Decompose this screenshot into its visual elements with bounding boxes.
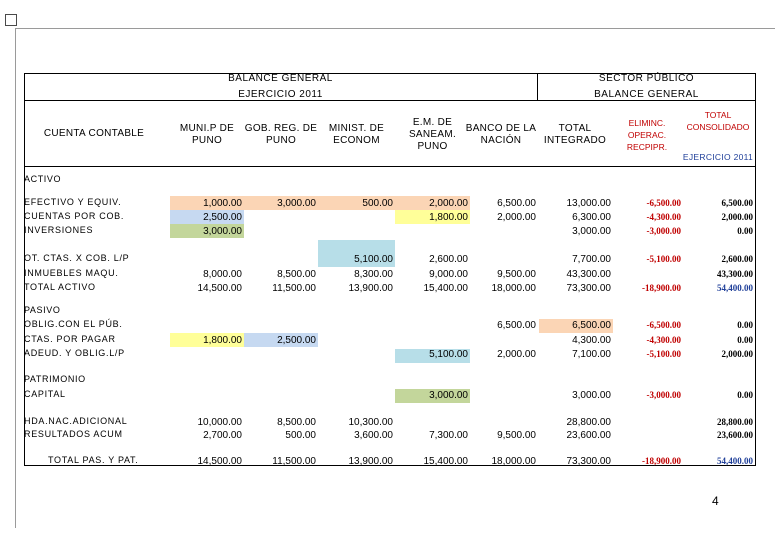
col-header-line: PUNO [265, 135, 297, 146]
cell-consol: 54,400.00 [717, 456, 753, 466]
row-label: ADEUD. Y OBLIG.L/P [24, 348, 125, 358]
cell-em: 15,400.00 [423, 283, 468, 294]
cell-gob: 11,500.00 [272, 283, 316, 294]
cell-minist: 13,900.00 [348, 456, 393, 467]
cell-total: 7,100.00 [572, 349, 611, 360]
col-header-munip [170, 123, 244, 147]
col-header-total [539, 123, 611, 147]
cell-gob [244, 253, 318, 266]
section-patrimonio: PATRIMONIO [24, 374, 86, 384]
cell-consol: 54,400.00 [717, 283, 753, 293]
grid-line [24, 100, 756, 101]
row-label: CAPITAL [24, 389, 66, 399]
col-header-line: INTEGRADO [543, 135, 607, 146]
cell-banco: 18,000.00 [491, 456, 536, 467]
cell-minist [318, 211, 395, 224]
row-label: EFECTIVO Y EQUIV. [24, 197, 122, 207]
cell-gob [244, 389, 318, 402]
cell-munip: 14,500.00 [197, 456, 242, 467]
cell-consol: 2,600.00 [721, 254, 753, 264]
cell-munip: 2,500.00 [203, 212, 242, 223]
section-pasivo: PASIVO [24, 305, 61, 315]
row-label: CTAS. POR PAGAR [24, 334, 116, 344]
cell-munip [170, 389, 244, 402]
cell-banco: 18,000.00 [491, 283, 536, 294]
cell-elim [613, 416, 683, 429]
cell-gob: 500.00 [285, 430, 316, 441]
cell-banco: 9,500.00 [497, 269, 536, 280]
cell-total: 73,300.00 [566, 456, 611, 467]
frame-left-line [15, 28, 16, 528]
cell-banco: 9,500.00 [497, 430, 536, 441]
cell-minist [318, 319, 395, 332]
cell-banco: 2,000.00 [497, 212, 536, 223]
cell-elim: -5,100.00 [646, 254, 681, 264]
cell-consol: 6,500.00 [721, 198, 753, 208]
cell-total: 3,000.00 [572, 390, 611, 401]
col-header-banco [464, 123, 538, 147]
cell-minist: 13,900.00 [348, 283, 393, 294]
col-header-line: CONSOLIDADO [686, 122, 750, 132]
col-header-line: BANCO DE LA [465, 123, 537, 134]
grid-line [24, 166, 756, 167]
cell-em: 2,600.00 [429, 254, 468, 265]
col-header-line: E.M. DE [412, 117, 453, 128]
cell-banco [464, 334, 538, 347]
cell-consol: 28,800.00 [717, 417, 753, 427]
cell-minist [318, 389, 395, 402]
cell-em [395, 416, 470, 429]
cell-minist: 5,100.00 [354, 254, 393, 265]
col-header-line: ELIMINC. [628, 118, 666, 128]
cell-consol: 0.00 [737, 390, 753, 400]
page-number: 4 [712, 494, 719, 508]
cell-em: 1,800.00 [429, 212, 468, 223]
cell-banco: 6,500.00 [497, 320, 536, 331]
cell-gob [244, 348, 318, 361]
col-header-cuenta: CUENTA CONTABLE [43, 128, 145, 139]
col-header-line: RECPIPR. [626, 142, 668, 152]
cell-minist: 3,600.00 [354, 430, 393, 441]
cell-minist [318, 334, 395, 347]
row-label: INVERSIONES [24, 225, 94, 235]
grid-line [755, 73, 756, 466]
cell-total: 6,500.00 [572, 320, 611, 331]
cell-total: 23,600.00 [566, 430, 611, 441]
cell-elim [613, 268, 683, 281]
cell-elim: -4,300.00 [646, 212, 681, 222]
cell-banco: 2,000.00 [497, 349, 536, 360]
cell-elim: -3,000.00 [646, 390, 681, 400]
col-header-line: MINIST. DE [328, 123, 385, 134]
cell-munip: 8,000.00 [203, 269, 242, 280]
cell-consol: 23,600.00 [717, 430, 753, 440]
col-header-line: NACIÓN [480, 135, 522, 146]
cell-total: 4,300.00 [572, 335, 611, 346]
cell-gob: 8,500.00 [277, 269, 316, 280]
title-right-1: SECTOR PÚBLICO [598, 73, 695, 84]
cell-em [395, 225, 470, 238]
cell-total: 3,000.00 [572, 226, 611, 237]
col-header-line: TOTAL [704, 110, 732, 120]
cell-banco [464, 253, 538, 266]
col-header-consol-year: EJERCICIO 2011 [682, 152, 754, 162]
cell-munip: 2,700.00 [203, 430, 242, 441]
cell-consol: 2,000.00 [721, 349, 753, 359]
cell-gob: 8,500.00 [277, 417, 316, 428]
cell-minist: 500.00 [362, 198, 393, 209]
cell-munip [170, 319, 244, 332]
col-header-line: TOTAL [558, 123, 592, 134]
cell-minist [318, 348, 395, 361]
col-header-line: OPERAC. [627, 130, 667, 140]
frame-corner-box [5, 14, 17, 26]
cell-gob: 3,000.00 [277, 198, 316, 209]
cell-em: 2,000.00 [429, 198, 468, 209]
cell-elim: -4,300.00 [646, 335, 681, 345]
cell-total: 13,000.00 [566, 198, 611, 209]
cell-banco: 6,500.00 [497, 198, 536, 209]
cell-consol: 0.00 [737, 226, 753, 236]
cell-munip: 1,800.00 [203, 335, 242, 346]
cell-em [395, 334, 470, 347]
title-left-1: BALANCE GENERAL [228, 73, 333, 84]
cell-em: 5,100.00 [429, 349, 468, 360]
cell-em: 3,000.00 [429, 390, 468, 401]
cell-total: 43,300.00 [566, 269, 611, 280]
cell-elim: -3,000.00 [646, 226, 681, 236]
cell-gob [244, 225, 318, 238]
row-label: OT. CTAS. X COB. L/P [24, 253, 130, 263]
cell-banco [464, 225, 538, 238]
cell-gob: 11,500.00 [272, 456, 316, 467]
col-header-line: GOB. REG. DE [244, 123, 318, 134]
cell-munip [170, 348, 244, 361]
cell-elim: -5,100.00 [646, 349, 681, 359]
cell-elim: -6,500.00 [646, 198, 681, 208]
cell-munip: 10,000.00 [197, 417, 242, 428]
cell-elim: -18,900.00 [642, 456, 681, 466]
col-header-line: PUNO [191, 135, 223, 146]
cell-em [395, 319, 470, 332]
cell-munip [170, 253, 244, 266]
cell-gob [244, 319, 318, 332]
col-header-line: MUNI.P DE [179, 123, 235, 134]
col-header-gob [244, 123, 318, 147]
cell-munip: 1,000.00 [203, 198, 242, 209]
col-header-consol [681, 109, 755, 133]
cell-munip: 3,000.00 [203, 226, 242, 237]
section-activo: ACTIVO [24, 174, 62, 184]
title-left-2: EJERCICIO 2011 [238, 89, 323, 100]
cell-banco [464, 389, 538, 402]
cell-minist: 8,300.00 [354, 269, 393, 280]
cell-consol: 0.00 [737, 335, 753, 345]
cell-em: 9,000.00 [429, 269, 468, 280]
cell-consol: 2,000.00 [721, 212, 753, 222]
cell-elim [613, 429, 683, 442]
cell-elim: -18,900.00 [642, 283, 681, 293]
row-label: TOTAL ACTIVO [24, 282, 96, 292]
cell-banco [464, 416, 538, 429]
cell-consol: 0.00 [737, 320, 753, 330]
col-header-em [395, 117, 470, 153]
cell-total: 6,300.00 [572, 212, 611, 223]
cell-em: 7,300.00 [429, 430, 468, 441]
row-label: TOTAL PAS. Y PAT. [48, 455, 139, 465]
cell-em: 15,400.00 [423, 456, 468, 467]
cell-consol: 43,300.00 [717, 269, 753, 279]
col-header-elim [613, 117, 681, 153]
col-header-line: SANEAM. [408, 129, 457, 140]
row-label: OBLIG.CON EL PÚB. [24, 319, 123, 329]
cell-gob: 2,500.00 [277, 335, 316, 346]
row-label: CUENTAS POR COB. [24, 211, 125, 221]
col-header-line: PUNO [417, 141, 448, 152]
col-header-minist [318, 123, 395, 147]
cell-gob [244, 211, 318, 224]
cell-elim: -6,500.00 [646, 320, 681, 330]
row-label: HDA.NAC.ADICIONAL [24, 416, 128, 426]
cell-minist: 10,300.00 [348, 417, 393, 428]
cell-total: 73,300.00 [566, 283, 611, 294]
cell-total: 7,700.00 [572, 254, 611, 265]
cell-munip: 14,500.00 [197, 283, 242, 294]
cell-total: 28,800.00 [566, 417, 611, 428]
row-label: RESULTADOS ACUM [24, 429, 123, 439]
title-right-2: BALANCE GENERAL [594, 89, 699, 100]
frame-top-line [15, 28, 775, 29]
row-label: INMUEBLES MAQU. [24, 268, 119, 278]
col-header-line: ECONOM [333, 135, 380, 146]
cell-minist [318, 225, 395, 238]
